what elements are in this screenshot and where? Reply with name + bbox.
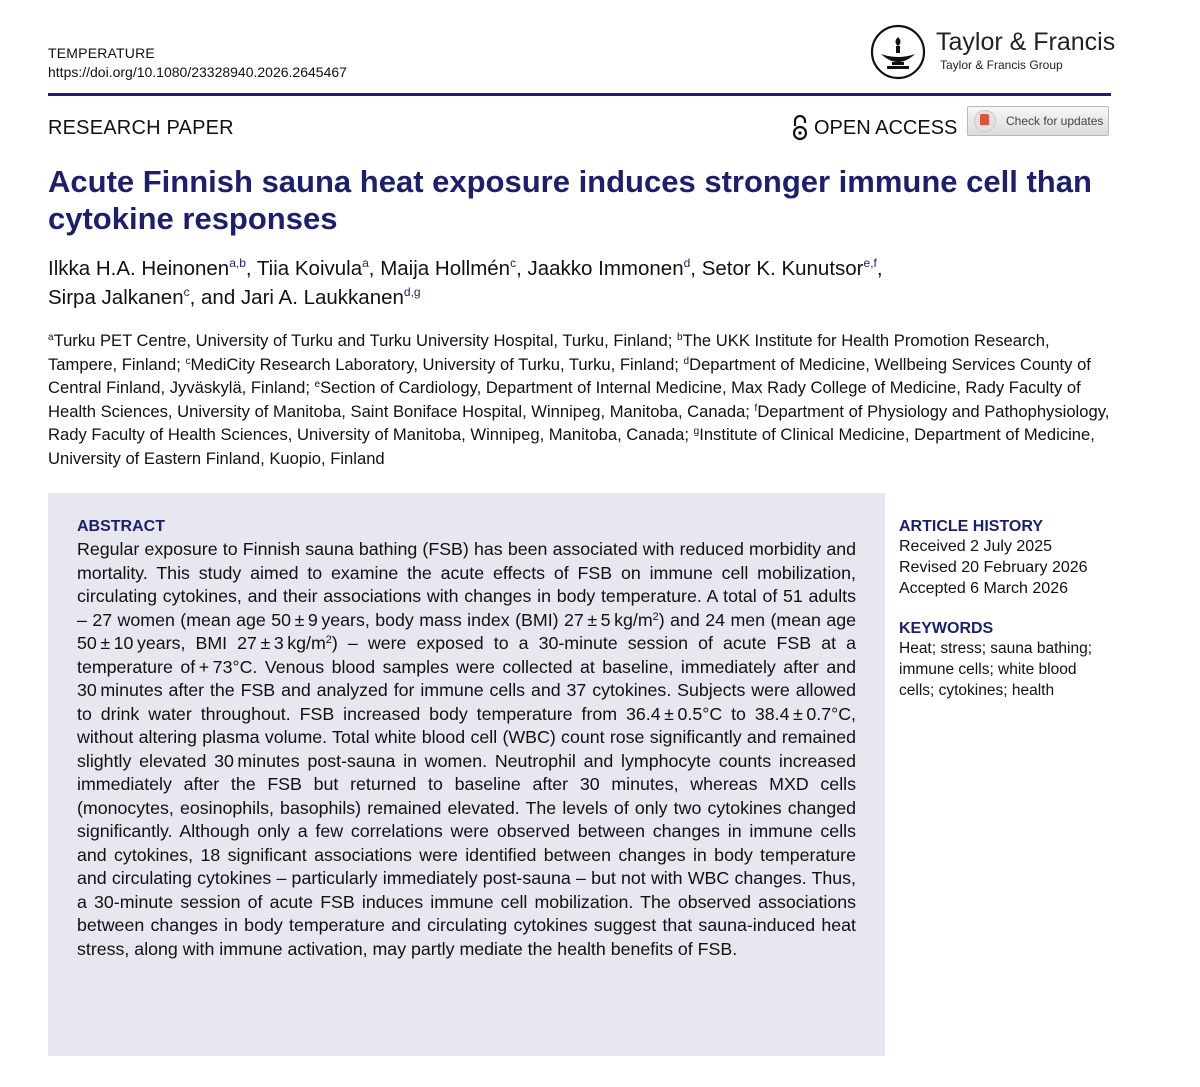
received-date: Received 2 July 2025 <box>899 538 1052 555</box>
author-name[interactable]: Setor K. Kunutsor <box>701 257 864 280</box>
article-history <box>899 518 1129 599</box>
author-name[interactable]: Tiia Koivula <box>256 257 363 280</box>
bookmark-badge-icon <box>974 110 996 132</box>
author-affil-sup: a,b <box>229 256 246 270</box>
journal-header <box>48 44 347 82</box>
affil-text: MediCity Research Laboratory, University of Turku, Turku, Finland; <box>190 354 684 374</box>
affil-text: Department of Physiology and Pathophysiology, Rady Faculty of Health Sciences, University of Manitoba, Winnipeg, Manitoba, Canada; <box>48 401 1110 445</box>
header-rule <box>48 93 1111 96</box>
open-access-text: OPEN ACCESS <box>814 116 958 139</box>
abstract-segment: ) – were exposed to a 30-minute session of acute FSB at a temperature of + 73°C. Venous blood samples were collected at baseline, immediately after and 30 minutes after the FSB and analyzed for immune cells and 37 cytokines. Subjects were allowed to drink water throughout. FSB increased body temperature from 36.4 ± 0.5°C to 38.4 ± 0.7°C, without altering plasma volume. Total white blood cell (WBC) count rose significantly and remained slightly elevated 30 minutes post-sauna in women. Neutrophil and lymphocyte counts increased immediately after the FSB but returned to baseline after 30 minutes, whereas MXD cells (monocytes, eosinophils, basophils) remained elevated. The levels of only two cytokines changed significantly. Although only a few correlations were observed between changes in immune cells and cytokines, 18 significant associations were identified between changes in body temperature and circulating cytokines – particularly immediately post-sauna – but not with WBC changes. Thus, a 30-minute session of acute FSB induces immune cell mobilization. The observed associations between changes in body temperature and circulating cytokines suggest that sauna-induced heat stress, along with immune activation, may partly mediate the health benefits of FSB. <box>77 633 856 959</box>
affil-sup: b <box>677 332 683 343</box>
check-for-updates-button[interactable] <box>967 106 1109 136</box>
check-updates-label: Check for updates <box>1006 114 1104 128</box>
affil-sup: g <box>693 426 700 438</box>
author-affil-sup: d <box>683 256 691 270</box>
affil-text: Turku PET Centre, University of Turku and Turku University Hospital, Turku, Finland; <box>53 331 677 350</box>
affil-sup: c <box>185 355 191 367</box>
author-name[interactable]: Jari A. Laukkanen <box>240 286 404 309</box>
author-separator: , <box>516 257 528 280</box>
abstract-superscript: 2 <box>652 610 659 623</box>
keywords-block <box>899 620 1129 701</box>
article-history-heading: ARTICLE HISTORY <box>899 518 1044 535</box>
paper-type: RESEARCH PAPER <box>48 117 234 139</box>
author-name[interactable]: Sirpa Jalkanen <box>48 286 184 309</box>
paper-title: Acute Finnish sauna heat exposure induces stronger immune cell than cytokine responses <box>48 164 1092 236</box>
abstract-segment: Regular exposure to Finnish sauna bathing (FSB) has been associated with reduced morbidity and mortality. This study aimed to examine the acute effects of FSB on immune cell mobilization, circulating cytokines, and their associations with changes in body temperature. A total of 51 adults – 27 women (mean age 50 ± 9 years, body mass index (BMI) 27 ± 5 kg/m <box>77 539 856 630</box>
publisher-name: Taylor & Francis <box>936 28 1116 56</box>
affil-text: Institute of Clinical Medicine, Department of Medicine, University of Eastern Finland, Kuopio, Finland <box>48 425 1095 468</box>
abstract-heading: ABSTRACT <box>77 518 165 535</box>
publisher-block[interactable] <box>870 24 1120 84</box>
author-name[interactable]: Jaakko Immonen <box>527 257 684 280</box>
open-access-label <box>792 114 957 142</box>
keywords-text: Heat; stress; sauna bathing; immune cells; white blood cells; cytokines; health <box>899 640 1093 699</box>
author-separator: , <box>368 257 381 280</box>
author-name[interactable]: Ilkka H.A. Heinonen <box>48 257 230 280</box>
affil-text: Section of Cardiology, Department of Internal Medicine, Max Rady College of Medicine, Rady Faculty of Health Sciences, University of Manitoba, Saint Boniface Hospital, Winnipeg, Manitoba, Canada; <box>48 378 1081 421</box>
accepted-date: Accepted 6 March 2026 <box>899 580 1068 597</box>
author-affil-sup: e,f <box>863 256 877 270</box>
abstract-text <box>77 538 856 961</box>
author-affil-sup: a <box>362 256 369 270</box>
affil-sup: a <box>48 332 54 343</box>
author-separator: , and <box>189 286 241 309</box>
author-separator: , <box>245 257 257 280</box>
affiliations <box>48 329 1123 471</box>
author-separator: , <box>690 257 702 280</box>
affil-sup: f <box>754 402 758 414</box>
open-lock-icon <box>792 115 808 141</box>
author-list <box>48 254 1128 312</box>
lamp-logo-icon <box>870 24 926 80</box>
abstract-segment: ) and 24 men (mean age 50 ± 10 years, BMI 27 ± 3 kg/m <box>77 609 856 653</box>
author-affil-sup: c <box>183 285 190 299</box>
author-separator: , <box>876 257 883 280</box>
revised-date: Revised 20 February 2026 <box>899 559 1088 576</box>
journal-name: TEMPERATURE <box>48 45 155 61</box>
keywords-heading: KEYWORDS <box>899 620 994 637</box>
author-name[interactable]: Maija Hollmén <box>380 257 511 280</box>
affil-sup: d <box>683 355 690 367</box>
author-affil-sup: d,g <box>403 285 421 299</box>
publisher-group: Taylor & Francis Group <box>940 58 1063 72</box>
author-affil-sup: c <box>510 256 517 270</box>
affil-sup: e <box>314 379 321 391</box>
doi-link[interactable]: https://doi.org/10.1080/23328940.2026.2645467 <box>48 64 347 80</box>
affil-text: Department of Medicine, Wellbeing Services County of Central Finland, Jyväskylä, Finland; <box>48 354 1091 398</box>
affil-text: The UKK Institute for Health Promotion Research, Tampere, Finland; <box>48 331 1050 374</box>
abstract-superscript: 2 <box>325 634 332 646</box>
